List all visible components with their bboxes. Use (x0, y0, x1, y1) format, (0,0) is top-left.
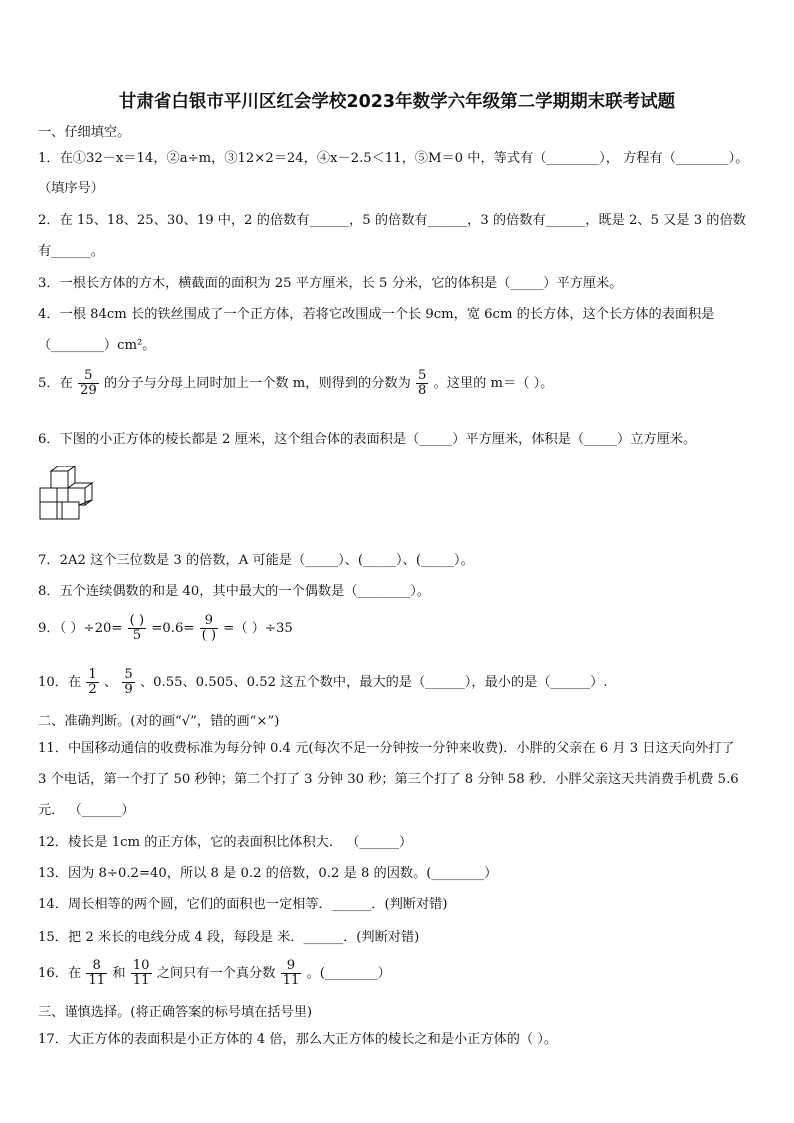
q16-fraction-1 (86, 959, 107, 988)
q10-f1-num: 1 (88, 667, 97, 682)
question-11-line-1: 11．中国移动通信的收费标准为每分钟 0.4 元(每次不足一分钟按一分钟来收费)．小胖的父亲在 6 月 3 日这天向外打了 (38, 741, 735, 756)
question-1-line-1: 1．在①32－x＝14，②a÷m，③12×2＝24，④x－2.5＜11，⑤M＝0 中，等式有（________）， 方程有（________）。 (38, 151, 749, 166)
question-3: 3．一根长方体的方木，横截面的面积为 25 平方厘米，长 5 分米，它的体积是（_____）平方厘米。 (38, 276, 623, 291)
q9-text-post: =（ ）÷35 (223, 620, 293, 636)
q5-f1-den: 29 (79, 382, 97, 398)
question-8: 8．五个连续偶数的和是 40，其中最大的一个偶数是（________）。 (38, 584, 431, 599)
q10-text-pre: 10．在 (38, 674, 82, 690)
q5-text-mid: 的分子与分母上同时加上一个数 m，则得到的分数为 (103, 375, 411, 391)
q16-f3-den: 11 (282, 972, 300, 988)
cube-figure-icon (38, 466, 94, 520)
question-2-line-1: 2．在 15、18、25、30、19 中，2 的倍数有______，5 的倍数有______，3 的倍数有______，既是 2、5 又是 3 的倍数 (38, 213, 746, 228)
question-11-line-3: 元． （______） (38, 803, 135, 818)
q9-f2-den: ( ) (201, 627, 217, 643)
question-14: 14．周长相等的两个圆，它们的面积也一定相等．______．(判断对错) (38, 897, 448, 912)
q9-text-pre: 9．（ ）÷20= (38, 620, 123, 636)
q9-f1-num: ( ) (129, 613, 145, 628)
question-4-line-2: （________）cm²。 (38, 338, 156, 353)
q10-fraction-2 (122, 668, 134, 697)
exam-title: 甘肃省白银市平川区红会学校2023年数学六年级第二学期期末联考试题 (118, 92, 676, 112)
q10-f2-den: 9 (124, 681, 133, 697)
question-10 (38, 668, 768, 697)
question-7: 7．2A2 这个三位数是 3 的倍数，A 可能是（_____）、(_____）、(_____）。 (38, 553, 474, 568)
question-17: 17．大正方体的表面积是小正方体的 4 倍，那么大正方体的棱长之和是小正方体的（ ）。 (38, 1032, 558, 1047)
q9-fraction-2 (200, 614, 218, 643)
q16-f3-num: 9 (281, 959, 302, 974)
question-13: 13．因为 8÷0.2=40，所以 8 是 0.2 的倍数，0.2 是 8 的因数。(________） (38, 866, 498, 881)
q9-text-mid: =0.6= (151, 620, 195, 636)
question-2-line-2: 有______。 (38, 244, 104, 259)
section-heading-3: 三、谨慎选择。(将正确答案的标号填在括号里) (38, 1005, 313, 1020)
q10-text-post: 、0.55、0.505、0.52 这五个数中，最大的是（______），最小的是（______）. (139, 674, 608, 690)
q16-text-post: 。(________） (306, 965, 391, 981)
q5-f1-num: 5 (78, 369, 99, 384)
q5-text-pre: 5．在 (38, 375, 73, 391)
q10-fraction-1 (86, 668, 98, 697)
q10-f2-num: 5 (124, 667, 133, 682)
q5-fraction-2 (416, 369, 428, 398)
question-9 (38, 614, 768, 643)
q5-f2-num: 5 (417, 368, 427, 383)
question-4-line-1: 4．一根 84cm 长的铁丝围成了一个正方体，若将它改围成一个长 9cm，宽 6cm 的长方体，这个长方体的表面积是 (38, 307, 715, 322)
q16-text-mid: 之间只有一个真分数 (156, 965, 276, 981)
q10-f1-den: 2 (88, 681, 97, 697)
question-1-line-2: （填序号） (38, 181, 104, 196)
question-5 (38, 369, 768, 398)
q9-f2-num: 9 (200, 614, 218, 629)
q16-text-and: 和 (112, 965, 126, 981)
q16-f1-num: 8 (86, 959, 107, 974)
q5-fraction-1 (78, 369, 99, 398)
question-15: 15．把 2 米长的电线分成 4 段，每段是 米．______．(判断对错) (38, 930, 420, 945)
q16-f2-num: 10 (132, 958, 150, 973)
question-12: 12．棱长是 1cm 的正方体，它的表面积比体积大． （______） (38, 835, 413, 850)
q16-f2-den: 11 (132, 972, 150, 988)
q5-f2-den: 8 (417, 382, 427, 398)
question-11-line-2: 3 个电话，第一个打了 50 秒钟；第二个打了 3 分钟 30 秒；第三个打了 8 分钟 58 秒．小胖父亲这天共消费手机费 5.6 (38, 772, 739, 787)
q9-f1-den: 5 (132, 627, 142, 643)
section-heading-1: 一、仔细填空。 (38, 125, 131, 140)
q5-text-post: 。这里的 m＝（ ）。 (433, 375, 554, 391)
q10-text-sep: 、 (103, 674, 118, 690)
q9-fraction-1 (128, 614, 146, 643)
section-heading-2: 二、准确判断。(对的画“√”，错的画“×”) (38, 714, 280, 729)
q16-fraction-2 (131, 959, 152, 988)
question-16 (38, 959, 768, 988)
q16-fraction-3 (281, 959, 302, 988)
q16-f1-den: 11 (88, 972, 106, 988)
question-6: 6．下图的小正方体的棱长都是 2 厘米，这个组合体的表面积是（_____）平方厘米，体积是（_____）立方厘米。 (38, 432, 697, 447)
q16-text-pre: 16．在 (38, 965, 82, 981)
